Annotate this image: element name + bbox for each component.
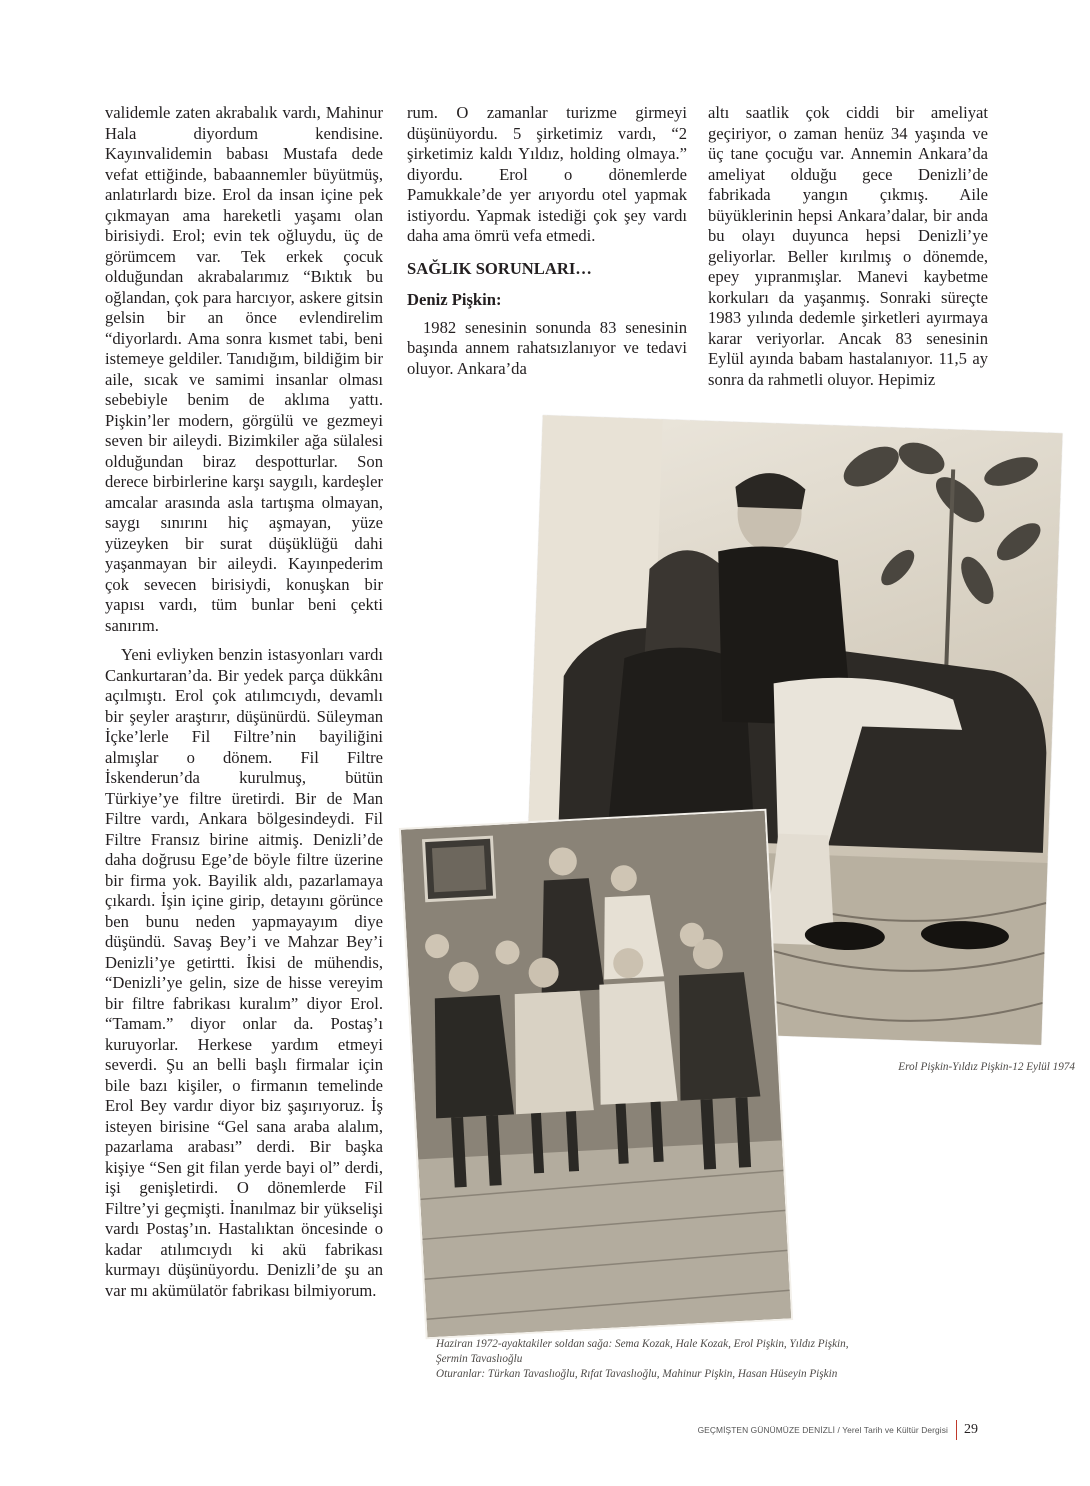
- carpet: [418, 1140, 793, 1339]
- group-caption-standing: Haziran 1972-ayaktakiler soldan sağa: Sema Kozak, Hale Kozak, Erol Pişkin, Yıldız Pişkin, Şermin Tavaslıoğlu: [436, 1338, 849, 1365]
- group-photo-caption: [436, 1337, 856, 1382]
- text-column-1: [105, 103, 383, 1301]
- seated-man-left: [430, 995, 514, 1119]
- section-heading: SAĞLIK SORUNLARI…: [407, 258, 592, 278]
- page-number: 29: [964, 1422, 978, 1437]
- column1-paragraph-2: Yeni evliyken benzin istasyonları vardı Cankurtaran’da. Bir yedek parça dükkânı açılmıştı. Erol çok atılımcıydı, devamlı bir şeyler araştırır, düşünürdü. Süleyman İçke’lerle Fil Filtre’nin bayiliğini almışlar o dönem. Fil Filtre İskenderun’da kurulmuş, bütün Türkiye’ye filtre üretirdi. Bir de Man Filtre vardı, Ankara bölgesindeydi. Fil Filtre Fransız birine aitmiş. Denizli’de daha doğrusu Ege’de böyle filtre üzerine bir firma yok. Bayilik aldı, pazarlamaya çıkardı. İşin içine girip, detayını görünce ben bunu neden yapmayayım diye düşündü. Savaş Bey’i ve Mahzar Bey’i Denizli’ye getirtti. İkisi de mühendis, “Denizli’ye gelin, size de hisse vereyim bir filtre fabrikası kuralım” diyor Erol. “Tamam.” diyor onlar da. Postaş’ı kuruyorlar. Herkese yardım etmeyi severdi. Şu an belli başlı firmalar için bile bazı kişiler, o firmanın temelinde Erol Bey vardır diyor biz şaşırıyoruz. İş isteyen birisine “Gel sana araba alalım, pazarlama arabası” derdi. Bir başka kişiye “Sen git filan yerde bayi ol” derdi, işi genişletirdi. O dönemlerde Fil Filtre’yi geçmişti. İnanılmaz bir yükselişi vardı Postaş’ın. Hastalıktan öncesinde o kadar atılımcıydı ki akü fabrikası kurmayı düşünüyordu. Denizli’de şu an var mı akümülatör fabrikası bilmiyorum.: [105, 645, 383, 1300]
- couple-photo-caption: Erol Pişkin-Yıldız Pişkin-12 Eylül 1974: [898, 1061, 1075, 1073]
- speaker-name: Deniz Pişkin:: [407, 290, 502, 309]
- seated-woman-1: [510, 990, 594, 1114]
- page-footer: [600, 1418, 978, 1442]
- text-column-2: [407, 103, 687, 379]
- seated-woman-2: [594, 981, 677, 1105]
- column1-paragraph-1: validemle zaten akrabalık vardı, Mahinur Hala diyordum kendisine. Kayınvalidemin babası Mustafa dede vefat ettiğinde, babaannemler büyütmüş, anlatırlardı bize. Erol da insan içine pek çıkmayan ama hareketli yaşamı olan birisiydi. Erol; evin tek oğluydu, üç de görümcem var. Tek erkek çocuk olduğundan akrabalarımız “Bıktık bu oğlandan, çok para harcıyor, askere gitsin gelsin bir an önce evlendirelim “diyorlardı. Ama sonra kısmet tabi, beni istemeye geldiler. Tanıdığım, bildiğim bir aile, sıcak ve samimi insanlar olması sebebiyle benim de aklıma yattı. Pişkin’ler modern, görgülü ve gezmeyi seven bir aileydi. Bizimkiler ağa sülalesi olduğundan biraz despotturlar. Son derece birbirlerine karşı saygılı, kardeşler amcalar arasında asla tartışma olmayan, saygı sınırını hiç aşmayan, yüze yüzeyken bir surat düşüklüğü dahi yaşanmayan bir aileydi. Kayınpederim çok sevecen birisiydi, konuşkan bir yapısı vardı, tüm bunlar beni çekti sanırım.: [105, 103, 383, 635]
- text-column-3: [708, 103, 988, 390]
- plant-leaves: [832, 434, 1049, 611]
- magazine-name: GEÇMİŞTEN GÜNÜMÜZE DENİZLİ / Yerel Tarih ve Kültür Dergisi: [697, 1425, 948, 1435]
- column3-paragraph-1: altı saatlik çok ciddi bir ameliyat geçiriyor, o zaman henüz 34 yaşında ve üç tane çocuğu var. Annemin Ankara’da ameliyat olduğu gece Denizli’de fabrikada yangın çıkmış. Aile büyüklerinin hepsi Ankara’dalar, bir anda bu olayı duyunca hepsi Denizli’ye geliyorlar. Beller kırılmış o dönemde, epey yıpranmışlar. Manevi kaybetme korkuları da yaşanmış. Sonraki süreçte 1983 yılında dedemle şirketleri ayırmaya karar veriyorlar. Ancak 83 senesinin Eylül ayında babam hastalanıyor. 11,5 ay sonra da rahmetli oluyor. Hepimiz: [708, 103, 988, 389]
- group-caption-seated: Oturanlar: Türkan Tavaslıoğlu, Rıfat Tavaslıoğlu, Mahinur Pişkin, Hasan Hüseyin Pişkin: [436, 1368, 838, 1380]
- family-photo-illustration: [401, 811, 793, 1340]
- column2-paragraph-2: 1982 senesinin sonunda 83 senesinin başında annem rahatsızlanıyor ve tedavi oluyor. Ankara’da: [407, 317, 687, 378]
- footer-divider: [956, 1420, 957, 1440]
- family-group-photograph: [399, 809, 793, 1340]
- column2-paragraph-1: rum. O zamanlar turizme girmeyi düşünüyordu. 5 şirketimiz vardı, “2 şirketimiz kaldı Yıldız, holding olmaya.” diyordu. Erol o dönemlerde Pamukkale’de yer arıyordu otel yapmak istiyordu. Yapmak istediği çok şey vardı daha ama ömrü vefa etmedi.: [407, 103, 687, 245]
